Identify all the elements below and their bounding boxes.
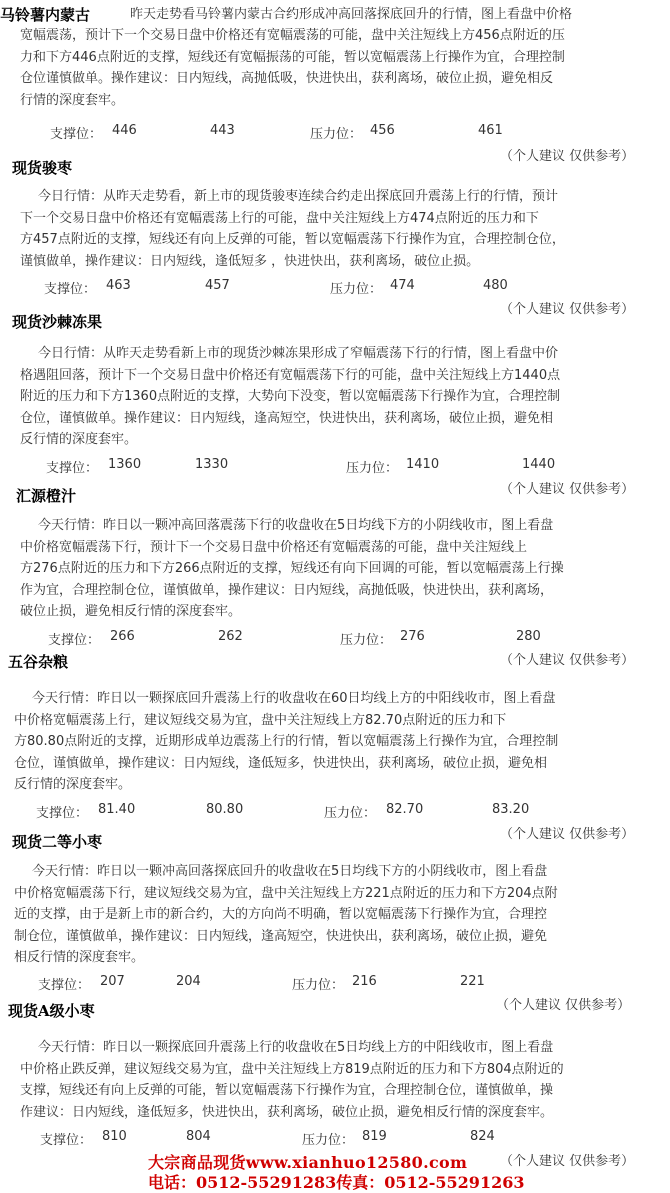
support-value-2: 443 — [210, 123, 235, 138]
section-title: 马铃薯内蒙古 — [0, 6, 91, 24]
paragraph-line: 制仓位，谨慎做单，操作建议：日内短线，逢高短空，快进快出，获利离场，破位止损，避免 — [14, 928, 548, 944]
paragraph-line: 今天行情：昨日以一颗冲高回落震荡下行的收盘收在5日均线下方的小阴线收市，图上看盘 — [38, 518, 554, 533]
section-paragraph — [130, 4, 572, 26]
paragraph-line: 方457点附近的支撑，短线还有向上反弹的可能，暂以宽幅震荡下行操作为宜，合理控制仓位， — [20, 232, 565, 247]
resistance-value-2: 480 — [483, 278, 508, 293]
support-value-1: 446 — [112, 123, 137, 138]
paragraph-line: 昨天走势看马铃薯内蒙古合约形成冲高回落探底回升的行情，图上看盘中价格 — [130, 7, 573, 22]
resistance-value-2: 280 — [516, 629, 541, 644]
resistance-label: 压力位： — [324, 806, 377, 821]
paragraph-line: 附近的压力和下方1360点附近的支撑，大势向下没变，暂以宽幅震荡下行操作为宜，合理控制 — [20, 389, 561, 404]
section-title: 现货二等小枣 — [12, 833, 103, 851]
paragraph-line: 中价格止跌反弹，建议短线交易为宜，盘中关注短线上方819点附近的压力和下方804点附近的 — [20, 1061, 564, 1077]
section-paragraph — [20, 343, 560, 451]
paragraph-line: 中价格宽幅震荡下行，建议短线交易为宜，盘中关注短线上方221点附近的压力和下方204点附 — [14, 885, 558, 901]
paragraph-line: 方80.80点附近的支撑，近期形成单边震荡上行的行情，暂以宽幅震荡上行操作为宜，合理控制 — [14, 734, 559, 749]
paragraph-line: 作为宜，合理控制仓位，谨慎做单，操作建议：日内短线，高抛低吸，快进快出，获利离场， — [20, 582, 554, 598]
support-value-1: 207 — [100, 974, 125, 989]
disclaimer-note: （个人建议 仅供参考） — [500, 302, 635, 317]
disclaimer-note: （个人建议 仅供参考） — [500, 1154, 635, 1169]
section-paragraph — [14, 688, 558, 796]
section-title: 现货沙棘冻果 — [12, 313, 103, 331]
support-value-2: 262 — [218, 629, 243, 644]
section-paragraph-cont — [20, 25, 565, 111]
support-value-2: 204 — [176, 974, 201, 989]
resistance-value-2: 461 — [478, 123, 503, 138]
resistance-label: 压力位： — [340, 633, 393, 648]
resistance-label: 压力位： — [310, 127, 363, 142]
disclaimer-note: （个人建议 仅供参考） — [496, 998, 631, 1013]
disclaimer-note: （个人建议 仅供参考） — [500, 653, 635, 668]
support-value-1: 266 — [110, 629, 135, 644]
paragraph-line: 仓位，谨慎做单。操作建议：日内短线，逢高短空，快进快出，获利离场，破位止损，避免相 — [20, 410, 554, 426]
support-label: 支撑位： — [44, 282, 97, 297]
resistance-value-2: 1440 — [522, 457, 556, 472]
paragraph-line: 方276点附近的压力和下方266点附近的支撑，短线还有向下回调的可能，暂以宽幅震荡上行操 — [20, 561, 564, 576]
footer-contact: 电话：0512-55291283传真：0512-55291263 — [148, 1173, 525, 1192]
section-title: 汇源橙汁 — [16, 487, 77, 505]
section-paragraph — [20, 1037, 564, 1123]
resistance-value-1: 819 — [362, 1129, 387, 1144]
paragraph-line: 中价格宽幅震荡上行，建议短线交易为宜，盘中关注短线上方82.70点附近的压力和下 — [14, 712, 507, 728]
paragraph-line: 作建议：日内短线，逢低短多，快进快出，获利离场，破位止损，避免相反行情的深度套牢。 — [20, 1104, 554, 1120]
paragraph-line: 反行情的深度套牢。 — [20, 432, 138, 447]
paragraph-line: 下一个交易日盘中价格还有宽幅震荡上行的可能，盘中关注短线上方474点附近的压力和下 — [20, 210, 539, 226]
paragraph-line: 行情的深度套牢。 — [20, 92, 125, 108]
paragraph-line: 相反行情的深度套牢。 — [14, 950, 145, 965]
section-title: 现货A级小枣 — [8, 1002, 95, 1020]
resistance-value-1: 276 — [400, 629, 425, 644]
resistance-value-1: 456 — [370, 123, 395, 138]
paragraph-line: 今天行情：昨日以一颗探底回升震荡上行的收盘收在5日均线上方的中阳线收市，图上看盘 — [38, 1040, 554, 1055]
resistance-label: 压力位： — [302, 1133, 355, 1148]
support-label: 支撑位： — [50, 127, 103, 142]
resistance-label: 压力位： — [292, 978, 345, 993]
support-label: 支撑位： — [36, 806, 89, 821]
paragraph-line: 中价格宽幅震荡下行，预计下一个交易日盘中价格还有宽幅震荡的可能，盘中关注短线上 — [20, 539, 528, 555]
resistance-value-1: 82.70 — [386, 802, 424, 817]
paragraph-line: 宽幅震荡，预计下一个交易日盘中价格还有宽幅震荡的可能，盘中关注短线上方456点附近的压 — [20, 28, 565, 43]
paragraph-line: 格遇阻回落，预计下一个交易日盘中价格还有宽幅震荡下行的可能，盘中关注短线上方1440点 — [20, 367, 561, 383]
support-label: 支撑位： — [46, 461, 99, 476]
support-value-1: 810 — [102, 1129, 127, 1144]
paragraph-line: 反行情的深度套牢。 — [14, 777, 132, 792]
section-paragraph — [20, 515, 564, 623]
resistance-value-2: 824 — [470, 1129, 495, 1144]
paragraph-line: 支撑，短线还有向上反弹的可能，暂以宽幅震荡下行操作为宜，合理控制仓位，谨慎做单，操 — [20, 1083, 554, 1098]
support-value-1: 1360 — [108, 457, 142, 472]
paragraph-line: 力和下方446点附近的支撑，短线还有宽幅振荡的可能，暂以宽幅震荡上行操作为宜，合理控制 — [20, 49, 565, 65]
resistance-value-1: 216 — [352, 974, 377, 989]
support-label: 支撑位： — [38, 978, 91, 993]
support-value-2: 80.80 — [206, 802, 244, 817]
section-paragraph — [14, 861, 558, 969]
support-label: 支撑位： — [48, 633, 101, 648]
paragraph-line: 谨慎做单，操作建议：日内短线，逢低短多 ，快进快出，获利离场，破位止损。 — [20, 253, 480, 269]
paragraph-line: 今天行情：昨日以一颗探底回升震荡上行的收盘收在60日均线上方的中阳线收市，图上看盘 — [32, 691, 556, 706]
section-paragraph — [20, 186, 565, 272]
disclaimer-note: （个人建议 仅供参考） — [500, 827, 635, 842]
resistance-value-1: 1410 — [406, 457, 440, 472]
support-value-2: 457 — [205, 278, 230, 293]
support-value-2: 1330 — [195, 457, 229, 472]
paragraph-line: 破位止损，避免相反行情的深度套牢。 — [20, 604, 242, 619]
resistance-value-2: 83.20 — [492, 802, 530, 817]
paragraph-line: 今日行情：从昨天走势看新上市的现货沙棘冻果形成了窄幅震荡下行的行情，图上看盘中价 — [38, 346, 559, 361]
section-title: 现货骏枣 — [12, 159, 73, 177]
paragraph-line: 近的支撑，由于是新上市的新合约，大的方向尚不明确，暂以宽幅震荡下行操作为宜，合理控 — [14, 907, 548, 922]
resistance-label: 压力位： — [346, 461, 399, 476]
disclaimer-note: （个人建议 仅供参考） — [500, 149, 635, 164]
support-value-1: 463 — [106, 278, 131, 293]
paragraph-line: 今天行情：昨日以一颗冲高回落探底回升的收盘收在5日均线下方的小阴线收市，图上看盘 — [32, 864, 548, 879]
resistance-label: 压力位： — [330, 282, 383, 297]
paragraph-line: 仓位谨慎做单。操作建议：日内短线，高抛低吸，快进快出，获利离场，破位止损，避免相反 — [20, 71, 554, 86]
support-value-2: 804 — [186, 1129, 211, 1144]
resistance-value-2: 221 — [460, 974, 485, 989]
disclaimer-note: （个人建议 仅供参考） — [500, 482, 635, 497]
paragraph-line: 今日行情：从昨天走势看，新上市的现货骏枣连续合约走出探底回升震荡上行的行情，预计 — [38, 189, 559, 204]
section-title: 五谷杂粮 — [8, 653, 69, 671]
support-value-1: 81.40 — [98, 802, 136, 817]
paragraph-line: 仓位，谨慎做单，操作建议：日内短线，逢低短多，快进快出，获利离场，破位止损，避免相 — [14, 755, 548, 771]
support-label: 支撑位： — [40, 1133, 93, 1148]
resistance-value-1: 474 — [390, 278, 415, 293]
footer-website: 大宗商品现货www.xianhuo12580.com — [148, 1153, 468, 1172]
